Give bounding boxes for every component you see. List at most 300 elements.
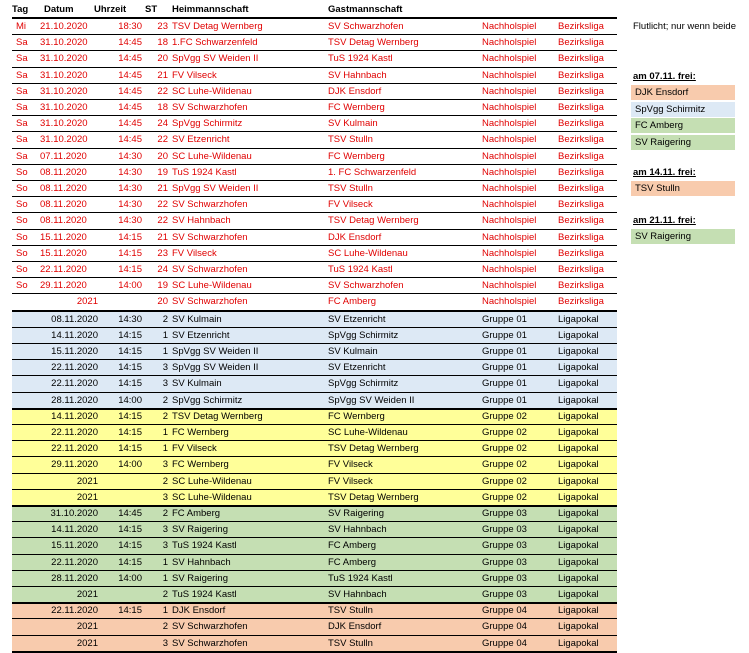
row-divider xyxy=(12,554,617,555)
row-divider xyxy=(12,424,617,425)
cell-datum: 14.11.2020 xyxy=(51,410,98,422)
table-row xyxy=(12,100,617,116)
cell-liga: Ligapokal xyxy=(558,572,599,584)
cell-heim: SpVgg SV Weiden II xyxy=(172,183,259,194)
table-row xyxy=(12,312,617,328)
table-row xyxy=(12,262,617,278)
cell-st: 18 xyxy=(157,102,168,113)
cell-datum: 31.10.2020 xyxy=(40,102,88,113)
cell-typ: Nachholspiel xyxy=(482,37,537,49)
cell-tag: Sa xyxy=(16,134,28,146)
cell-liga: Bezirksliga xyxy=(558,150,604,162)
cell-uhrzeit: 14:15 xyxy=(118,443,142,455)
cell-datum: 22.11.2020 xyxy=(51,605,98,617)
cell-heim: FC Amberg xyxy=(172,508,221,519)
row-divider xyxy=(12,131,617,132)
row-divider xyxy=(12,34,617,35)
cell-tag: So xyxy=(16,215,28,227)
cell-liga: Ligapokal xyxy=(558,394,599,406)
cell-datum: 14.11.2020 xyxy=(51,524,98,536)
cell-gruppe: Gruppe 01 xyxy=(482,346,527,357)
cell-liga: Ligapokal xyxy=(558,621,599,633)
cell-gast: DJK Ensdorf xyxy=(328,85,382,97)
header-heim: Heimmannschaft xyxy=(172,4,249,15)
table-row xyxy=(12,213,617,229)
cell-uhrzeit: 14:45 xyxy=(118,508,142,519)
cell-datum: 22.11.2020 xyxy=(51,556,98,568)
table-row xyxy=(12,474,617,490)
row-divider xyxy=(12,440,617,441)
cell-tag: Mi xyxy=(16,21,27,32)
table-row xyxy=(12,360,617,376)
cell-tag: Sa xyxy=(16,102,28,113)
cell-heim: SpVgg SV Weiden II xyxy=(172,346,259,357)
cell-uhrzeit: 14:45 xyxy=(118,37,142,49)
cell-st: 24 xyxy=(157,118,168,130)
cell-heim: SV Schwarzhofen xyxy=(172,231,248,243)
table-row xyxy=(12,116,617,132)
cell-st: 2 xyxy=(162,410,168,422)
cell-liga: Bezirksliga xyxy=(558,134,604,146)
cell-gast: SV Kulmain xyxy=(328,118,378,130)
cell-uhrzeit: 14:15 xyxy=(118,556,142,568)
cell-uhrzeit: 14:15 xyxy=(118,362,142,374)
free-team-entry: SV Raigering xyxy=(631,229,735,244)
row-divider xyxy=(12,261,617,262)
row-divider xyxy=(12,521,617,522)
cell-datum: 07.11.2020 xyxy=(40,150,87,162)
row-divider xyxy=(12,99,617,100)
cell-datum: 22.11.2020 xyxy=(51,443,98,455)
cell-gast: FV Vilseck xyxy=(328,475,373,487)
cell-liga: Bezirksliga xyxy=(558,247,604,259)
cell-typ: Nachholspiel xyxy=(482,199,537,211)
cell-liga: Bezirksliga xyxy=(558,118,604,130)
table-row xyxy=(12,132,617,148)
cell-heim: SV Schwarzhofen xyxy=(172,637,248,649)
cell-uhrzeit: 14:15 xyxy=(118,329,142,341)
cell-datum: 31.10.2020 xyxy=(40,69,88,81)
cell-st: 22 xyxy=(157,199,168,211)
cell-st: 3 xyxy=(162,540,168,552)
row-divider xyxy=(12,245,617,246)
cell-typ: Nachholspiel xyxy=(482,21,537,32)
cell-gruppe: Gruppe 01 xyxy=(482,313,527,325)
cell-datum: 28.11.2020 xyxy=(51,572,98,584)
row-divider xyxy=(12,327,617,328)
cell-gast: TSV Detag Wernberg xyxy=(328,37,419,49)
cell-heim: SV Schwarzhofen xyxy=(172,296,248,308)
cell-gast: SV Hahnbach xyxy=(328,589,387,600)
cell-heim: SpVgg SV Weiden II xyxy=(172,53,259,65)
cell-tag: So xyxy=(16,199,28,211)
cell-gruppe: Gruppe 04 xyxy=(482,637,527,649)
cell-liga: Ligapokal xyxy=(558,443,599,455)
cell-gast: TSV Detag Wernberg xyxy=(328,443,419,455)
cell-st: 22 xyxy=(157,134,168,146)
cell-datum: 2021 xyxy=(76,589,98,600)
cell-gast: SV Hahnbach xyxy=(328,524,387,536)
cell-gruppe: Gruppe 01 xyxy=(482,362,527,374)
cell-gast: SC Luhe-Wildenau xyxy=(328,427,408,438)
table-row xyxy=(12,278,617,294)
cell-tag: Sa xyxy=(16,69,28,81)
cell-uhrzeit: 14:00 xyxy=(118,280,142,292)
cell-datum: 28.11.2020 xyxy=(51,394,98,406)
cell-gast: SpVgg Schirmitz xyxy=(328,378,399,390)
cell-datum: 2021 xyxy=(76,637,98,649)
table-row xyxy=(12,619,617,635)
cell-heim: SV Raigering xyxy=(172,572,228,584)
cell-tag: So xyxy=(16,264,28,275)
cell-tag: Sa xyxy=(16,37,28,49)
cell-uhrzeit: 14:15 xyxy=(118,231,142,243)
row-divider xyxy=(12,586,617,587)
cell-typ: Nachholspiel xyxy=(482,118,537,130)
cell-heim: SpVgg SV Weiden II xyxy=(172,362,259,374)
cell-st: 2 xyxy=(162,475,168,487)
cell-heim: SV Hahnbach xyxy=(172,215,231,227)
header-row xyxy=(12,2,617,17)
header-st: ST xyxy=(145,4,158,15)
cell-datum: 31.10.2020 xyxy=(40,37,88,49)
cell-st: 19 xyxy=(157,280,168,292)
cell-uhrzeit: 14:45 xyxy=(118,118,142,130)
cell-typ: Nachholspiel xyxy=(482,69,537,81)
cell-uhrzeit: 14:15 xyxy=(118,264,142,275)
cell-gruppe: Gruppe 02 xyxy=(482,459,527,471)
cell-uhrzeit: 14:15 xyxy=(118,605,142,617)
cell-uhrzeit: 14:30 xyxy=(118,313,142,325)
row-divider xyxy=(12,635,617,636)
table-row xyxy=(12,197,617,213)
cell-liga: Ligapokal xyxy=(558,605,599,617)
cell-gast: TSV Stulln xyxy=(328,134,373,146)
table-row xyxy=(12,441,617,457)
cell-datum: 21.10.2020 xyxy=(40,21,88,32)
cell-uhrzeit: 14:45 xyxy=(118,85,142,97)
cell-st: 1 xyxy=(162,605,168,617)
cell-st: 3 xyxy=(162,362,168,374)
cell-st: 23 xyxy=(157,21,168,32)
cell-liga: Bezirksliga xyxy=(558,183,604,194)
cell-st: 21 xyxy=(157,231,168,243)
cell-gast: FC Amberg xyxy=(328,296,377,308)
cell-heim: FV Vilseck xyxy=(172,69,217,81)
cell-typ: Nachholspiel xyxy=(482,280,537,292)
cell-liga: Ligapokal xyxy=(558,475,599,487)
row-divider xyxy=(12,489,617,490)
cell-uhrzeit: 14:15 xyxy=(118,524,142,536)
cell-heim: TuS 1924 Kastl xyxy=(172,589,237,600)
cell-uhrzeit: 14:30 xyxy=(118,166,142,178)
cell-st: 20 xyxy=(157,296,168,308)
cell-st: 3 xyxy=(162,524,168,536)
cell-heim: SC Luhe-Wildenau xyxy=(172,491,252,503)
row-divider xyxy=(12,375,617,376)
cell-liga: Ligapokal xyxy=(558,362,599,374)
cell-datum: 08.11.2020 xyxy=(40,215,87,227)
cell-typ: Nachholspiel xyxy=(482,215,537,227)
cell-gruppe: Gruppe 03 xyxy=(482,556,527,568)
cell-liga: Bezirksliga xyxy=(558,21,604,32)
cell-gruppe: Gruppe 04 xyxy=(482,621,527,633)
cell-heim: FV Vilseck xyxy=(172,443,217,455)
header-uhrzeit: Uhrzeit xyxy=(94,4,127,15)
cell-typ: Nachholspiel xyxy=(482,53,537,65)
free-team-entry: FC Amberg xyxy=(631,118,735,133)
cell-tag: Sa xyxy=(16,85,28,97)
cell-gast: TSV Detag Wernberg xyxy=(328,491,419,503)
cell-typ: Nachholspiel xyxy=(482,231,537,243)
row-divider xyxy=(12,50,617,51)
cell-liga: Ligapokal xyxy=(558,556,599,568)
cell-st: 3 xyxy=(162,378,168,390)
row-divider xyxy=(12,570,617,571)
row-divider xyxy=(12,602,617,604)
row-divider xyxy=(12,180,617,181)
cell-datum: 31.10.2020 xyxy=(50,508,98,519)
cell-gruppe: Gruppe 03 xyxy=(482,589,527,600)
cell-liga: Bezirksliga xyxy=(558,37,604,49)
cell-st: 2 xyxy=(162,589,168,600)
cell-heim: DJK Ensdorf xyxy=(172,605,226,617)
cell-liga: Bezirksliga xyxy=(558,264,604,275)
cell-gruppe: Gruppe 02 xyxy=(482,491,527,503)
cell-datum: 15.11.2020 xyxy=(51,540,98,552)
cell-heim: FC Wernberg xyxy=(172,427,229,438)
cell-heim: SC Luhe-Wildenau xyxy=(172,150,252,162)
cell-gast: SV Raigering xyxy=(328,508,384,519)
cell-gast: SV Etzenricht xyxy=(328,313,386,325)
cell-uhrzeit: 14:30 xyxy=(118,215,142,227)
cell-tag: Sa xyxy=(16,150,28,162)
cell-tag: So xyxy=(16,166,28,178)
cell-uhrzeit: 14:15 xyxy=(118,378,142,390)
cell-liga: Ligapokal xyxy=(558,637,599,649)
row-divider xyxy=(12,164,617,165)
cell-heim: TuS 1924 Kastl xyxy=(172,166,237,178)
cell-datum: 22.11.2020 xyxy=(51,362,98,374)
cell-tag: So xyxy=(16,280,28,292)
cell-uhrzeit: 14:45 xyxy=(118,102,142,113)
cell-heim: SC Luhe-Wildenau xyxy=(172,280,252,292)
cell-st: 21 xyxy=(157,69,168,81)
cell-st: 1 xyxy=(162,556,168,568)
cell-gast: TuS 1924 Kastl xyxy=(328,53,393,65)
free-team-entry: DJK Ensdorf xyxy=(631,85,735,100)
cell-gast: TSV Stulln xyxy=(328,183,373,194)
cell-gast: TuS 1924 Kastl xyxy=(328,572,393,584)
table-row xyxy=(12,149,617,165)
cell-uhrzeit: 14:45 xyxy=(118,53,142,65)
cell-datum: 08.11.2020 xyxy=(40,183,87,194)
cell-datum: 31.10.2020 xyxy=(40,134,88,146)
table-row xyxy=(12,457,617,473)
cell-st: 20 xyxy=(157,53,168,65)
table-row xyxy=(12,51,617,67)
row-divider xyxy=(12,392,617,393)
table-row xyxy=(12,425,617,441)
cell-datum: 08.11.2020 xyxy=(51,313,98,325)
cell-st: 1 xyxy=(162,572,168,584)
cell-gruppe: Gruppe 03 xyxy=(482,524,527,536)
cell-datum: 31.10.2020 xyxy=(40,118,88,130)
cell-gast: SpVgg Schirmitz xyxy=(328,329,399,341)
table-row xyxy=(12,587,617,603)
table-row xyxy=(12,19,617,35)
cell-datum: 15.11.2020 xyxy=(40,231,87,243)
cell-uhrzeit: 14:15 xyxy=(118,540,142,552)
cell-liga: Ligapokal xyxy=(558,313,599,325)
cell-st: 20 xyxy=(157,150,168,162)
cell-gast: FC Amberg xyxy=(328,540,377,552)
cell-heim: SV Schwarzhofen xyxy=(172,102,248,113)
cell-gast: SV Kulmain xyxy=(328,346,378,357)
cell-liga: Ligapokal xyxy=(558,346,599,357)
cell-liga: Bezirksliga xyxy=(558,53,604,65)
table-row xyxy=(12,376,617,392)
cell-liga: Bezirksliga xyxy=(558,215,604,227)
row-divider xyxy=(12,83,617,84)
row-divider xyxy=(12,473,617,474)
cell-st: 19 xyxy=(157,166,168,178)
cell-st: 2 xyxy=(162,313,168,325)
cell-liga: Ligapokal xyxy=(558,459,599,471)
cell-datum: 15.11.2020 xyxy=(40,247,87,259)
flutlicht-note: Flutlicht; nur wenn beide xyxy=(633,21,736,32)
row-divider xyxy=(12,115,617,116)
cell-tag: Sa xyxy=(16,53,28,65)
cell-typ: Nachholspiel xyxy=(482,150,537,162)
cell-st: 1 xyxy=(162,443,168,455)
cell-tag: So xyxy=(16,247,28,259)
row-divider xyxy=(12,212,617,213)
cell-uhrzeit: 14:00 xyxy=(118,394,142,406)
table-row xyxy=(12,246,617,262)
cell-datum: 14.11.2020 xyxy=(51,329,98,341)
table-row xyxy=(12,409,617,425)
cell-datum: 2021 xyxy=(76,475,98,487)
cell-tag: So xyxy=(16,231,28,243)
cell-uhrzeit: 14:30 xyxy=(118,183,142,194)
free-team-entry: SpVgg Schirmitz xyxy=(631,102,735,117)
cell-gast: DJK Ensdorf xyxy=(328,621,382,633)
row-divider xyxy=(12,277,617,278)
cell-uhrzeit: 14:00 xyxy=(118,459,142,471)
table-row xyxy=(12,84,617,100)
cell-datum: 15.11.2020 xyxy=(51,346,98,357)
cell-heim: SV Raigering xyxy=(172,524,228,536)
cell-uhrzeit: 14:45 xyxy=(118,134,142,146)
cell-gast: SV Schwarzhofen xyxy=(328,280,404,292)
cell-st: 3 xyxy=(162,459,168,471)
cell-liga: Bezirksliga xyxy=(558,280,604,292)
table-row xyxy=(12,35,617,51)
cell-gast: FC Wernberg xyxy=(328,150,385,162)
cell-heim: 1.FC Schwarzenfeld xyxy=(172,37,258,49)
cell-st: 22 xyxy=(157,215,168,227)
cell-datum: 22.11.2020 xyxy=(40,264,87,275)
cell-typ: Nachholspiel xyxy=(482,102,537,113)
table-row xyxy=(12,506,617,522)
free-teams-label: am 14.11. frei: xyxy=(633,167,696,178)
cell-datum: 2021 xyxy=(76,491,98,503)
row-divider xyxy=(12,359,617,360)
cell-heim: TuS 1924 Kastl xyxy=(172,540,237,552)
cell-gruppe: Gruppe 02 xyxy=(482,427,527,438)
cell-typ: Nachholspiel xyxy=(482,85,537,97)
cell-liga: Ligapokal xyxy=(558,508,599,519)
cell-heim: SpVgg Schirmitz xyxy=(172,118,243,130)
row-divider xyxy=(12,148,617,149)
cell-liga: Bezirksliga xyxy=(558,102,604,113)
cell-st: 18 xyxy=(157,37,168,49)
cell-liga: Ligapokal xyxy=(558,540,599,552)
cell-typ: Nachholspiel xyxy=(482,264,537,275)
cell-gast: SC Luhe-Wildenau xyxy=(328,247,408,259)
cell-typ: Nachholspiel xyxy=(482,247,537,259)
cell-liga: Bezirksliga xyxy=(558,231,604,243)
cell-gast: SV Hahnbach xyxy=(328,69,387,81)
table-row xyxy=(12,603,617,619)
cell-gast: SV Etzenricht xyxy=(328,362,386,374)
cell-gast: FV Vilseck xyxy=(328,199,373,211)
cell-gruppe: Gruppe 02 xyxy=(482,475,527,487)
cell-gruppe: Gruppe 01 xyxy=(482,329,527,341)
cell-liga: Ligapokal xyxy=(558,378,599,390)
cell-st: 1 xyxy=(162,427,168,438)
cell-heim: SV Etzenricht xyxy=(172,134,230,146)
cell-datum: 08.11.2020 xyxy=(40,166,87,178)
cell-datum: 2021 xyxy=(76,296,98,308)
cell-heim: TSV Detag Wernberg xyxy=(172,21,263,32)
cell-heim: FC Wernberg xyxy=(172,459,229,471)
cell-gruppe: Gruppe 04 xyxy=(482,605,527,617)
cell-gast: TSV Stulln xyxy=(328,637,373,649)
table-row xyxy=(12,636,617,652)
cell-uhrzeit: 14:30 xyxy=(118,150,142,162)
table-row xyxy=(12,68,617,84)
table-row xyxy=(12,181,617,197)
cell-typ: Nachholspiel xyxy=(482,134,537,146)
cell-liga: Ligapokal xyxy=(558,329,599,341)
cell-gast: TSV Detag Wernberg xyxy=(328,215,419,227)
cell-heim: SV Kulmain xyxy=(172,378,222,390)
cell-st: 3 xyxy=(162,491,168,503)
cell-heim: SC Luhe-Wildenau xyxy=(172,475,252,487)
table-row xyxy=(12,328,617,344)
cell-datum: 29.11.2020 xyxy=(40,280,87,292)
row-divider xyxy=(12,293,617,294)
table-row xyxy=(12,538,617,554)
row-divider xyxy=(12,310,617,312)
cell-liga: Ligapokal xyxy=(558,410,599,422)
free-teams-label: am 21.11. frei: xyxy=(633,215,696,226)
cell-gruppe: Gruppe 03 xyxy=(482,572,527,584)
row-divider xyxy=(12,537,617,538)
row-divider xyxy=(12,456,617,457)
free-team-entry: TSV Stulln xyxy=(631,181,735,196)
cell-gruppe: Gruppe 01 xyxy=(482,378,527,390)
cell-typ: Nachholspiel xyxy=(482,183,537,194)
cell-heim: SV Kulmain xyxy=(172,313,222,325)
cell-heim: SC Luhe-Wildenau xyxy=(172,85,252,97)
row-divider xyxy=(12,343,617,344)
cell-liga: Bezirksliga xyxy=(558,69,604,81)
cell-tag: So xyxy=(16,183,28,194)
cell-heim: FV Vilseck xyxy=(172,247,217,259)
